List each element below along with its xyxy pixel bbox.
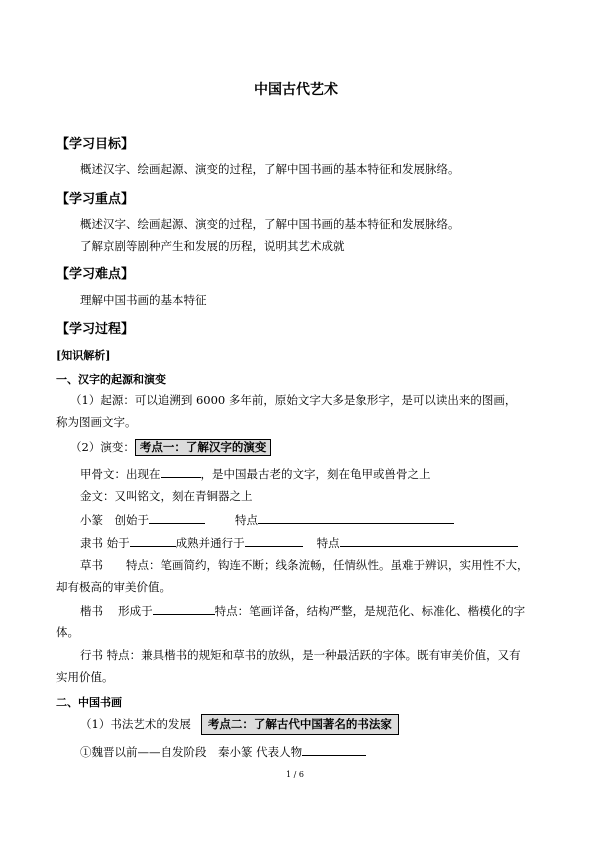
xingshu-line1: 行书 特点：兼具楷书的规矩和草书的放纵，是一种最活跃的字体。既有审美价值，又有 (80, 648, 521, 662)
difficulty-text: 理解中国书画的基本特征 (80, 293, 207, 307)
page-number: 1 / 6 (286, 770, 304, 779)
xiaozhuan-feature-label: 特点 (235, 513, 258, 527)
evolution-line (70, 439, 271, 456)
xiaozhuan-origin-blank[interactable] (149, 512, 205, 524)
kaishu-label: 楷书 形成于 (80, 604, 153, 618)
xiaozhuan-feature-blank[interactable] (258, 512, 454, 524)
lishu-feature-blank[interactable] (340, 535, 518, 547)
kaishu-blank[interactable] (153, 603, 215, 615)
calligraphy-prefix: （1）书法艺术的发展 (80, 717, 191, 731)
jinwen-line: 金文：又叫铭文，刻在青铜器之上 (80, 489, 253, 503)
lishu-label: 隶书 始于 (80, 536, 130, 550)
jiaguwen-line (80, 466, 431, 482)
section-heading-goal: 【学习目标】 (56, 137, 135, 152)
kaishu-desc: 特点：笔画详备，结构严整，是规范化、标准化、楷模化的字 (214, 604, 526, 618)
lishu-mature-blank[interactable] (245, 535, 303, 547)
xingshu-line2: 实用价值。 (56, 670, 114, 684)
section-heading-process: 【学习过程】 (56, 322, 135, 337)
exam-point-1-box: 考点一：了解汉字的演变 (135, 439, 272, 456)
part1-heading: 一、汉字的起源和演变 (56, 373, 166, 386)
lishu-feature-label: 特点 (316, 536, 340, 550)
calligraphy-line (80, 714, 399, 735)
evolution-prefix: （2）演变： (70, 440, 135, 454)
caoshu-line2: 却有极高的审美价值。 (56, 580, 171, 594)
knowledge-label: [知识解析] (56, 349, 111, 362)
xiaozhuan-label: 小篆 创始于 (80, 513, 149, 527)
jiaguwen-desc: ，是中国最古老的文字，刻在龟甲或兽骨之上 (200, 467, 431, 481)
origin-line2: 称为图画文字。 (56, 415, 137, 429)
section-heading-difficulty: 【学习难点】 (56, 267, 135, 282)
lishu-line (80, 535, 518, 551)
goal-text: 概述汉字、绘画起源、演变的过程，了解中国书画的基本特征和发展脉络。 (80, 162, 460, 176)
caoshu-line1: 草书 特点：笔画简约，钩连不断；线条流畅，任情纵性。虽难于辨识，实用性不大， (80, 558, 529, 572)
exam-point-2-box: 考点二：了解古代中国著名的书法家 (201, 714, 399, 735)
jiaguwen-blank[interactable] (161, 466, 201, 478)
key-text-line2: 了解京剧等剧种产生和发展的历程，说明其艺术成就 (80, 239, 345, 253)
part2-heading: 二、中国书画 (56, 696, 122, 709)
key-text-line1: 概述汉字、绘画起源、演变的过程，了解中国书画的基本特征和发展脉络。 (80, 217, 460, 231)
lishu-origin-blank[interactable] (130, 535, 176, 547)
weijin-representative-blank[interactable] (302, 744, 366, 756)
jiaguwen-label: 甲骨文：出现在 (80, 467, 161, 481)
weijin-line (80, 744, 366, 760)
section-heading-key: 【学习重点】 (56, 192, 135, 207)
origin-line1: （1）起源：可以追溯到 6000 多年前，原始文字大多是象形字，是可以读出来的图画， (70, 393, 517, 407)
lishu-mature-label: 成熟并通行于 (175, 536, 245, 550)
kaishu-line (80, 603, 525, 619)
kaishu-line2: 体。 (56, 625, 79, 639)
weijin-text: ①魏晋以前——自发阶段 秦小篆 代表人物 (80, 745, 303, 759)
page-title: 中国古代艺术 (254, 82, 338, 98)
xiaozhuan-line (80, 512, 454, 528)
